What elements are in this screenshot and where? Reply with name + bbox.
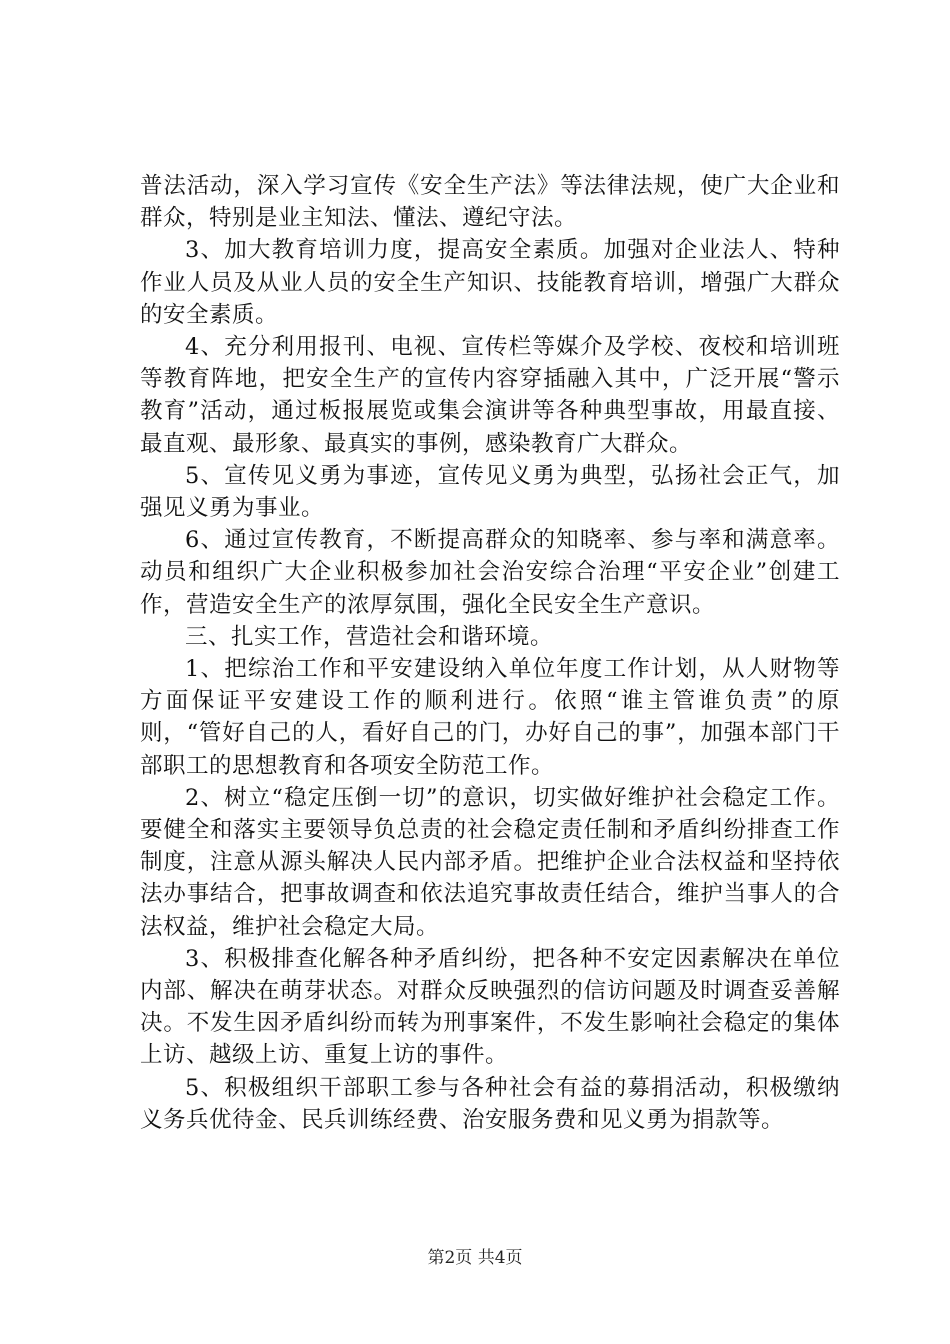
paragraph-item-4-media: 4、充分利用报刊、电视、宣传栏等媒介及学校、夜校和培训班等教育阵地，把安全生产的宣传内容穿插融入其中，广泛开展“警示教育”活动，通过板报展览或集会演讲等各种典型事故，用最直接、最直观、最形象、最真实的事例，感染教育广大群众。 bbox=[140, 334, 840, 457]
document-body bbox=[140, 170, 840, 1136]
paragraph-item-3-training: 3、加大教育培训力度，提高安全素质。加强对企业法人、特种作业人员及从业人员的安全生产知识、技能教育培训，增强广大群众的安全素质。 bbox=[140, 237, 840, 328]
paragraph-section3-item-5: 5、积极组织干部职工参与各种社会有益的募捐活动，积极缴纳义务兵优待金、民兵训练经费、治安服务费和见义勇为捐款等。 bbox=[140, 1074, 840, 1133]
paragraph-item-6-publicity: 6、通过宣传教育，不断提高群众的知晓率、参与率和满意率。动员和组织广大企业积极参加社会治安综合治理“平安企业”创建工作，营造安全生产的浓厚氛围，强化全民安全生产意识。 bbox=[140, 527, 840, 618]
section-heading-three: 三、扎实工作，营造社会和谐环境。 bbox=[185, 623, 554, 650]
paragraph-continuation: 普法活动，深入学习宣传《安全生产法》等法律法规，使广大企业和群众，特别是业主知法、懂法、遵纪守法。 bbox=[140, 173, 840, 232]
paragraph-section3-item-3: 3、积极排查化解各种矛盾纠纷，把各种不安定因素解决在单位内部、解决在萌芽状态。对群众反映强烈的信访问题及时调查妥善解决。不发生因矛盾纠纷而转为刑事案件，不发生影响社会稳定的集体上访、越级上访、重复上访的事件。 bbox=[140, 945, 840, 1069]
paragraph-item-5-bravery: 5、宣传见义勇为事迹，宣传见义勇为典型，弘扬社会正气，加强见义勇为事业。 bbox=[140, 462, 840, 522]
paragraph-section3-item-1: 1、把综治工作和平安建设纳入单位年度工作计划，从人财物等方面保证平安建设工作的顺利进行。依照“谁主管谁负责”的原则，“管好自己的人，看好自己的门，办好自己的事”，加强本部门干部职工的思想教育和各项安全防范工作。 bbox=[140, 656, 840, 779]
page-footer: 第2页 共4页 bbox=[427, 1248, 523, 1268]
paragraph-section3-item-2: 2、树立“稳定压倒一切”的意识，切实做好维护社会稳定工作。要健全和落实主要领导负总责的社会稳定责任制和矛盾纠纷排查工作制度，注意从源头解决人民内部矛盾。把维护企业合法权益和坚持依法办事结合，把事故调查和依法追究事故责任结合，维护当事人的合法权益，维护社会稳定大局。 bbox=[140, 784, 840, 940]
